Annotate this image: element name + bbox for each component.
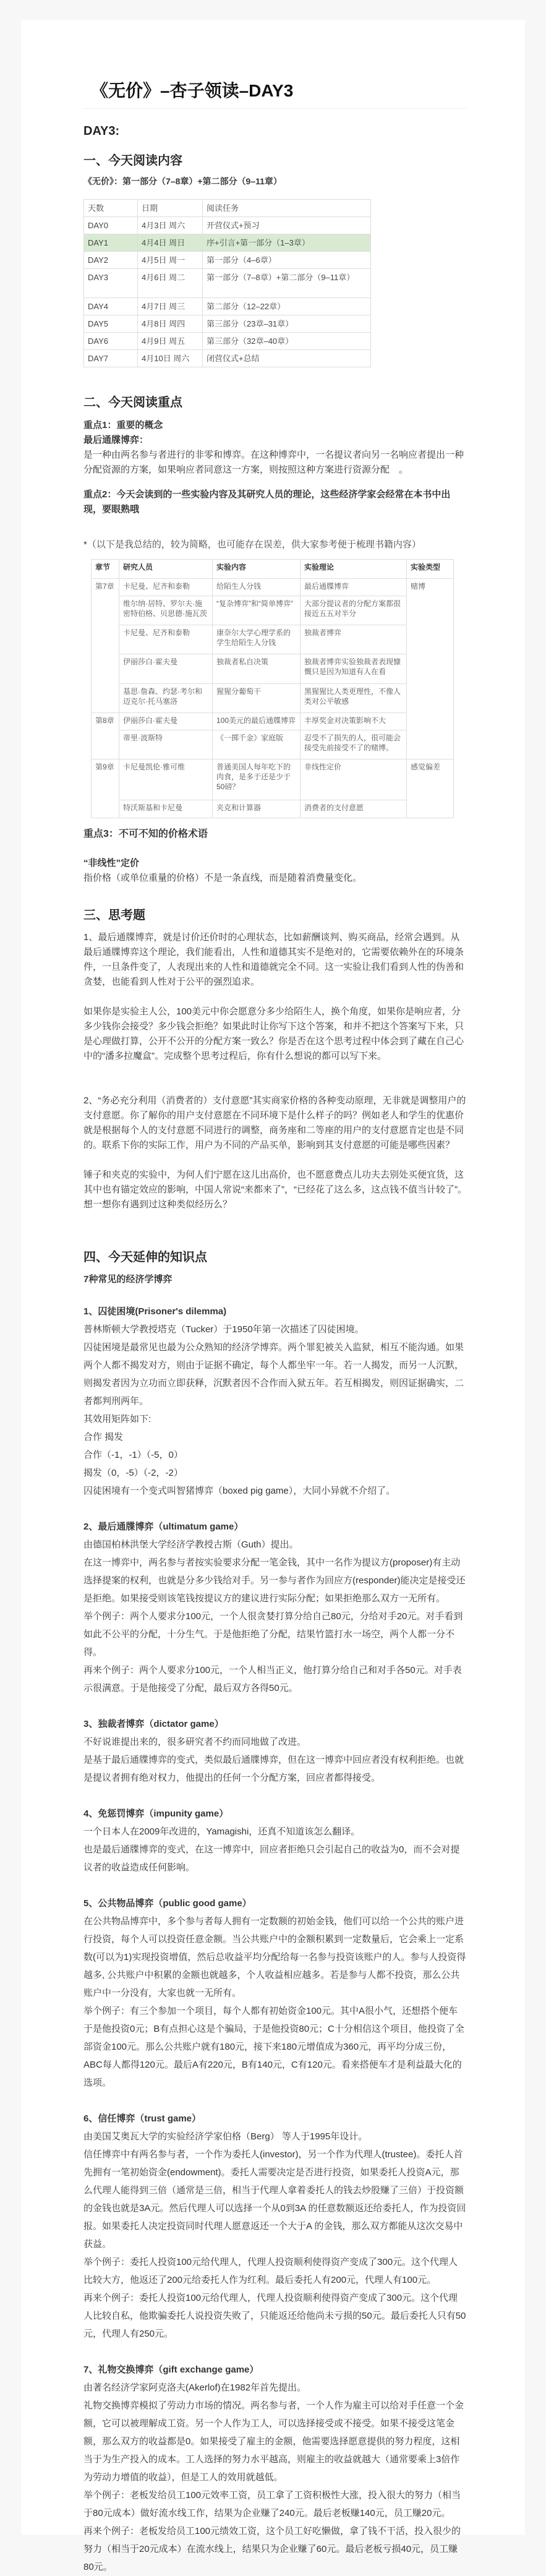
point3-body: 指价格（或单位重量的价格）不是一条直线，而是随着消费量变化。 bbox=[83, 873, 362, 883]
table-cell: 非线性定价 bbox=[301, 760, 407, 800]
table-cell: DAY2 bbox=[84, 252, 138, 269]
game-paragraph: 举个例子：两个人要求分100元，一个人很贪婪打算分给自己80元，分给对手20元。对手看到如此不公平的分配，十分生气。于是他拒绝了分配，结果竹篮打水一场空，两个人都一分不得。 bbox=[83, 1611, 463, 1658]
table-cell: 第三部分（32章–40章） bbox=[203, 333, 371, 350]
game-heading: 6、信任博弈（trust game） bbox=[83, 2113, 202, 2124]
header-cell: 天数 bbox=[84, 200, 138, 217]
table-row bbox=[92, 579, 454, 596]
table-row bbox=[92, 625, 454, 654]
table-cell: 蒂里·波斯特 bbox=[119, 730, 213, 760]
game-paragraph: 再来个例子：委托人投资100元给代理人，代理人投资顺利使得资产变成了300元。这个代理人比较自私，他欺骗委托人说投资失败了，只能返还给他尚未亏损的50元。最后委托人只有50元，代理人有250元。 bbox=[83, 2293, 466, 2339]
table-cell: DAY3 bbox=[84, 269, 138, 298]
game-paragraph: 揭发（0，-5）（-2，-2） bbox=[83, 1468, 183, 1478]
game-paragraph: 囚徒困境有一个变式叫智猪博弈（boxed pig game），大同小异就不介绍了。 bbox=[83, 1486, 396, 1496]
title-divider bbox=[83, 108, 467, 109]
header-cell: 研究人员 bbox=[119, 560, 213, 579]
table-cell: 伊丽莎白·霍夫曼 bbox=[119, 654, 213, 684]
game-item bbox=[83, 1715, 467, 1787]
table-cell: 最后通牒博弈 bbox=[301, 579, 407, 596]
reading-subtitle: 《无价》：第一部分（7–8章）+第二部分（9–11章） bbox=[83, 176, 282, 186]
header-cell: 实验类型 bbox=[407, 560, 454, 579]
game-heading: 3、独裁者博弈（dictator game） bbox=[83, 1719, 224, 1729]
game-item bbox=[83, 1894, 467, 2092]
table-row bbox=[84, 252, 371, 269]
table-cell: 特沃斯基和卡尼曼 bbox=[119, 800, 213, 818]
table-row bbox=[92, 713, 454, 730]
game-paragraph: 举个例子：老板发给员工100元效率工资，员工拿了工资积极性大涨，投入很大的努力（相当于80元成本）做好流水线工作，结果为企业赚了240元。最后老板赚140元，员工赚20元。 bbox=[83, 2490, 461, 2518]
table-cell: 开营仪式+预习 bbox=[203, 217, 371, 234]
game-heading: 1、囚徒困境(Prisoner's dilemma) bbox=[83, 1306, 227, 1317]
game-paragraph: 是基于最后通牒博弈的变式，类似最后通牒博弈，但在这一博弈中回应者没有权利拒绝。也就是提议者拥有绝对权力，他提出的任何一个分配方案，回应者都得接受。 bbox=[83, 1755, 464, 1783]
table-cell: 第三部分（23章–31章） bbox=[203, 315, 371, 333]
section-key-points bbox=[83, 394, 467, 886]
table-cell: 猩猩分葡萄干 bbox=[213, 684, 301, 713]
chapter-cell: 第9章 bbox=[92, 760, 119, 818]
game-paragraph: 合作 揭发 bbox=[83, 1432, 124, 1442]
table-cell: 独裁者私自决策 bbox=[213, 654, 301, 684]
game-paragraph: 一个日本人在2009年改进的，Yamagishi，还真不知道该怎么翻译。 bbox=[83, 1826, 360, 1837]
game-heading: 4、免惩罚博弈（impunity game） bbox=[83, 1808, 229, 1819]
game-heading: 2、最后通牒博弈（ultimatum game） bbox=[83, 1521, 244, 1532]
point1-body: 是一种由两名参与者进行的非零和博弈。在这种博弈中，一名提议者向另一名响应者提出一种分配资源的方案，如果响应者同意这一方案，则按照这种方案进行资源分配 。 bbox=[83, 450, 464, 475]
table-cell: 4月8日 周四 bbox=[138, 315, 203, 333]
table-cell: 丰厚奖金对决策影响不大 bbox=[301, 713, 407, 730]
table-row bbox=[84, 234, 371, 252]
document-content bbox=[83, 79, 467, 2576]
table-cell: 4月10日 周六 bbox=[138, 350, 203, 367]
table-cell: DAY6 bbox=[84, 333, 138, 350]
game-paragraph: 由美国艾奥瓦大学的实验经济学家伯格（Berg） 等人于1995年设计。 bbox=[83, 2131, 368, 2142]
game-paragraph: 再来个例子：两个人要求分100元，一个人相当正义，他打算分给自己和对手各50元。对手表示很满意。于是他接受了分配，最后双方各得50元。 bbox=[83, 1665, 462, 1693]
game-paragraph: 在这一博弈中，两名参与者按实验要求分配一笔金钱，其中一名作为提议方(proposer)有主动选择提案的权利，也就是分多少钱给对手。另一参与者作为回应方(responder)能决定是接受还是拒绝。如果接受则该笔钱按提议方的建议进行实际分配；如果拒绝那么双方一无所有。 bbox=[83, 1557, 466, 1604]
game-paragraph: 举个例子：有三个参加一个项目，每个人都有初始资金100元。其中A很小气，还想搭个便车于是他投资0元；B有点担心这是个骗局，于是他投资80元；C十分相信这个项目，他投资了全部资金100元。那么公共账户就有180元，接下来180元增值成为360元，再平均分成三份，ABC每人都得120元。最后A有220元，B有140元，C有120元。看来搭便车才是利益最大化的选项。 bbox=[83, 2006, 464, 2088]
table-cell: DAY5 bbox=[84, 315, 138, 333]
page-title: 《无价》–杏子领读–DAY3 bbox=[91, 81, 294, 100]
table-row bbox=[92, 596, 454, 625]
game-paragraph: 合作（-1，-1）（-5，0） bbox=[83, 1450, 183, 1460]
game-paragraph: 礼物交换博弈模拟了劳动力市场的情况。两名参与者，一个人作为雇主可以给对手任意一个金额，它可以被理解成工资。另一个人作为工人，可以选择接受或不接受。如果不接受这笔金额，那么双方的收益都是0。如果接受了雇主的金额，他需要选择愿意提供的努力程度，这相当于为生产投入的成本。工人选择的努力水平越高，则雇主的收益就越大（通常要乘上3倍作为劳动力增值的收益），但是工人的效用就越低。 bbox=[83, 2400, 464, 2483]
game-item bbox=[83, 1303, 467, 1500]
game-paragraph: 囚徒困境是最常见也最为公众熟知的经济学博弈。两个罪犯被关入监狱，相互不能沟通。如果两个人都不揭发对方，则由于证据不确定，每个人都坐牢一年。若一人揭发，而另一人沉默，则揭发者因为立功而立即获释，沉默者因不合作而入狱五年。若互相揭发，则因证据确实，二者都判刑两年。 bbox=[83, 1342, 464, 1406]
table-cell: 黑猩猩比人类更理性，不像人类对公平敏感 bbox=[301, 684, 407, 713]
document-card bbox=[21, 20, 525, 2572]
experiments-table bbox=[91, 559, 454, 818]
table-row bbox=[92, 760, 454, 800]
table-cell: 忍受不了损失的人，很可能会接受先前接受不了的赌博。 bbox=[301, 730, 407, 760]
section-questions bbox=[83, 907, 467, 1212]
table-cell: DAY1 bbox=[84, 234, 138, 252]
table-header-row bbox=[84, 200, 371, 217]
chapter-cell: 第7章 bbox=[92, 579, 119, 713]
game-item bbox=[83, 1805, 467, 1876]
section-heading: 二、今天阅读重点 bbox=[83, 396, 182, 409]
table-row bbox=[92, 730, 454, 760]
table-cell: 4月9日 周五 bbox=[138, 333, 203, 350]
table-cell: 第一部分（7–8章）+第二部分（9–11章） bbox=[203, 269, 371, 298]
question-paragraph: 2、“务必充分利用（消费者的）支付意愿”其实商家价格的各种变动原理，无非就是调整用户的支付意愿。你了解你的用户支付意愿在不同环境下是什么样子的吗？例如老人和学生的优惠价就是根据每个人的支付意愿不同进行的调整，商务座和二等座的用户的支付意愿肯定也是不同的。联系下你的实际工作，用户为不同的产品买单，影响到其支付意愿的可能是哪些因素？ bbox=[83, 1095, 466, 1150]
table-cell: 大部分提议者的分配方案都很接近五五对半分 bbox=[301, 596, 407, 625]
section-extended-knowledge bbox=[83, 1249, 467, 2576]
header-cell: 阅读任务 bbox=[203, 200, 371, 217]
day-label: DAY3: bbox=[83, 124, 120, 138]
game-heading: 7、礼物交换博弈（gift exchange game） bbox=[83, 2364, 259, 2375]
section-reading-content bbox=[83, 152, 467, 367]
table-cell: 闭营仪式+总结 bbox=[203, 350, 371, 367]
game-paragraph: 不好说谁提出来的，很多研究者不约而同地做了改进。 bbox=[83, 1737, 307, 1747]
table-row bbox=[84, 315, 371, 333]
point1-title: 重点1：重要的概念 bbox=[83, 420, 163, 430]
section-heading: 三、思考题 bbox=[83, 909, 145, 922]
table-row bbox=[92, 654, 454, 684]
header-cell: 章节 bbox=[92, 560, 119, 579]
table-row bbox=[92, 684, 454, 713]
table-cell: 100美元的最后通牒博弈 bbox=[213, 713, 301, 730]
game-item bbox=[83, 2361, 467, 2576]
table-cell: 卡尼曼、尼齐和泰勒 bbox=[119, 625, 213, 654]
table-cell: 伊丽莎白·霍夫曼 bbox=[119, 713, 213, 730]
table-cell: 第二部分（12–22章） bbox=[203, 298, 371, 315]
table-cell: 普通美国人每年吃下的肉食，是多于还是少于50磅？ bbox=[213, 760, 301, 800]
table-cell: 第一部分（4–6章） bbox=[203, 252, 371, 269]
game-heading: 5、公共物品博弈（public good game） bbox=[83, 1898, 252, 1909]
table-cell: “复杂博弈”和“简单博弈” bbox=[213, 596, 301, 625]
game-paragraph: 由著名经济学家阿克洛夫(Akerlof)在1982年首先提出。 bbox=[83, 2382, 307, 2393]
table-cell: 夹克和计算器 bbox=[213, 800, 301, 818]
game-item bbox=[83, 1518, 467, 1697]
table-row bbox=[84, 298, 371, 315]
header-cell: 实验内容 bbox=[213, 560, 301, 579]
table-cell: 4月7日 周三 bbox=[138, 298, 203, 315]
table-cell: 给陌生人分钱 bbox=[213, 579, 301, 596]
table-cell: 独裁者博弈 bbox=[301, 625, 407, 654]
game-paragraph: 再来个例子：老板发给员工100元绩效工资，这个员工好吃懒做，拿了钱不干活，投入很少的努力（相当于20元成本）在流水线上，结果只为企业赚了60元。最后老板亏损40元，员工赚80元。 bbox=[83, 2526, 461, 2572]
table-cell: 康奈尔大学心理学系的学生给陌生人分钱 bbox=[213, 625, 301, 654]
table-cell: 独裁者博弈实验独裁者表现慷慨只是因为知道有人在看 bbox=[301, 654, 407, 684]
table-cell: 基思·詹森、约瑟·考尔和迈克尔·托马塞洛 bbox=[119, 684, 213, 713]
table-cell: 4月6日 周二 bbox=[138, 269, 203, 298]
section-heading: 一、今天阅读内容 bbox=[83, 154, 182, 168]
point1-term: 最后通牒博弈： bbox=[83, 435, 149, 445]
question-paragraph: 1、最后通牒博弈，就是讨价还价时的心理状态，比如薪酬谈判、购买商品，经常会遇到。从最后通牒博弈这个理论，我们能看出，人性和道德其实不是绝对的，它需要依赖外在的环境条件，一旦条件变了，人表现出来的人性和道德就完全不同。这一实验让我们看到人性的伪善和贪婪，也能看到人性对于公平的强烈追求。 bbox=[83, 932, 464, 987]
game-paragraph: 在公共物品博弈中，多个参与者每人拥有一定数额的初始金钱，他们可以给一个公共的账户进行投资，每个人可以投资任意金额。当公共账户中的金额积累到一定数量后，它会乘上一定系数(可以为1)实现投资增值，然后总收益平均分配给每一名参与投资该账户的人。参与人投资得越多, 公共账户中积累的金额也就越多，个人收益相应越多。若是参与人都不投资，那么公共账户中一分没有，大家也就一无所有。 bbox=[83, 1916, 466, 1998]
type-cell: 感觉偏差 bbox=[407, 760, 454, 818]
table-cell: 4月4日 周日 bbox=[138, 234, 203, 252]
point2-title: 重点2：今天会读到的一些实验内容及其研究人员的理论，这些经济学家会经常在本书中出现，要眼熟哦 bbox=[83, 489, 451, 515]
game-paragraph: 举个例子：委托人投资100元给代理人，代理人投资顺利使得资产变成了300元。这个代理人比较大方，他返还了200元给委托人作为红利。最后委托人有200元，代理人有100元。 bbox=[83, 2257, 458, 2285]
table-row bbox=[84, 269, 371, 298]
table-cell: DAY7 bbox=[84, 350, 138, 367]
table-cell: 4月5日 周一 bbox=[138, 252, 203, 269]
header-cell: 日期 bbox=[138, 200, 203, 217]
table-cell: 序+引言+第一部分（1–3章） bbox=[203, 234, 371, 252]
table-row bbox=[92, 800, 454, 818]
table-cell: 消费者的支付意愿 bbox=[301, 800, 407, 818]
game-paragraph: 其效用矩阵如下: bbox=[83, 1414, 151, 1424]
games-subtitle: 7种常见的经济学博弈 bbox=[83, 1274, 173, 1285]
table-cell: 卡尼曼凯伦·雅可维 bbox=[119, 760, 213, 800]
table-row bbox=[84, 217, 371, 234]
point3-title: 重点3：不可不知的价格术语 bbox=[83, 829, 208, 839]
summary-note: *（以下是我总结的，较为简略，也可能存在误差，供大家参考便于梳理书籍内容） bbox=[83, 539, 421, 550]
game-paragraph: 普林斯顿大学教授塔克（Tucker）于1950年第一次描述了囚徒困境。 bbox=[83, 1324, 364, 1335]
table-cell: 卡尼曼、尼齐和泰勒 bbox=[119, 579, 213, 596]
point3-term: “非线性”定价 bbox=[83, 858, 140, 868]
question-paragraph: 如果你是实验主人公，100美元中你会愿意分多少给陌生人，换个角度，如果你是响应者，分多少钱你会接受？多少钱会拒绝？如果此时让你写下这个答案，和并不把这个答案写下来，只是心理做打算，公开不公开的分配方案一致么？你是否在这个思考过程中体会到了藏在自己心中的“潘多拉魔盒”。完成整个思考过程后，你有什么想说的都可以写下来。 bbox=[83, 1006, 464, 1061]
schedule-table bbox=[83, 199, 371, 367]
table-cell: 《一掷千金》家庭版 bbox=[213, 730, 301, 760]
chapter-cell: 第8章 bbox=[92, 713, 119, 760]
header-cell: 实验理论 bbox=[301, 560, 407, 579]
table-cell: 维尔纳·居特、罗尔夫·施密特伯格、贝思德·施瓦茨 bbox=[119, 596, 213, 625]
question-paragraph: 锤子和夹克的实验中，为何人们宁愿在这儿出高价，也不愿意费点儿功夫去别处买便宜货，这其中也有锚定效应的影响，中国人常说“来都来了”，“已经花了这么多，这点钱不值当计较了”。想一想你有遇到过这种类似经历么？ bbox=[83, 1170, 467, 1210]
table-header-row bbox=[92, 560, 454, 579]
table-row bbox=[84, 350, 371, 367]
table-cell: DAY4 bbox=[84, 298, 138, 315]
table-cell: 4月3日 周六 bbox=[138, 217, 203, 234]
game-paragraph: 也是最后通牒博弈的变式，在这一博弈中，回应者拒绝只会引起自己的收益为0，而不会对提议者的收益造成任何影响。 bbox=[83, 1844, 460, 1873]
table-cell: DAY0 bbox=[84, 217, 138, 234]
game-item bbox=[83, 2110, 467, 2343]
game-paragraph: 信任博弈中有两名参与者，一个作为委托人(investor)，另一个作为代理人(trustee)。委托人首先拥有一笔初始资金(endowment)。委托人需要决定是否进行投资，如果委托人投资A元，那么代理人能得到三倍（通常是三倍，相当于代理人拿着委托人的钱去炒股赚了三倍）于投资额的金钱也就是3A元。然后代理人可以选择一个从0到3A 的任意数额返还给委托人，作为投资回报。如果委托人决定投资同时代理人愿意返还一个大于A 的金钱，那么双方都能从这次交易中获益。 bbox=[83, 2149, 466, 2249]
game-paragraph: 由德国柏林洪堡大学经济学教授古斯（Guth）提出。 bbox=[83, 1539, 299, 1550]
type-cell: 赌博 bbox=[407, 579, 454, 760]
section-heading: 四、今天延伸的知识点 bbox=[83, 1251, 207, 1264]
table-row bbox=[84, 333, 371, 350]
